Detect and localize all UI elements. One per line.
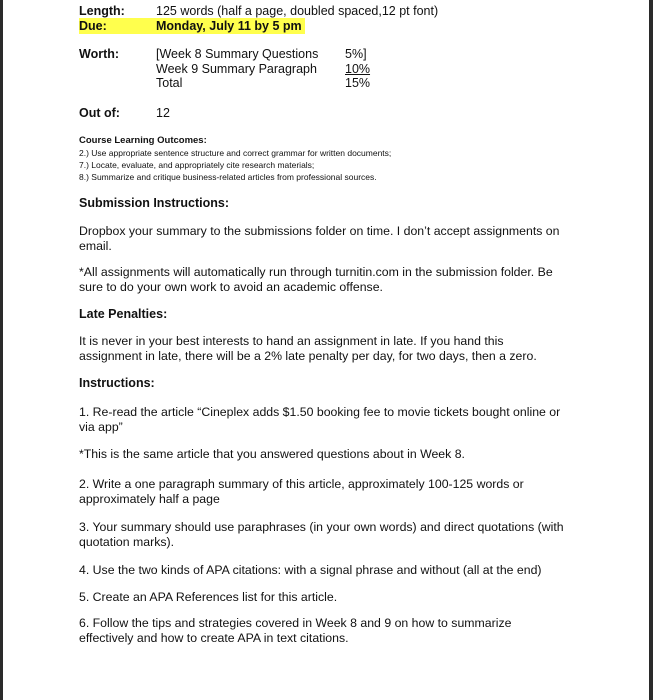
submission-notice: *All assignments will automatically run through turnitin.com in the submission folder. Be sure to do your own work to avoid an academic offense.: [79, 265, 553, 294]
instruction-item: 1. Re-read the article “Cineplex adds $1.50 booking fee to movie tickets bought online or via app”: [79, 405, 561, 434]
instruction-item: 6. Follow the tips and strategies covered in Week 8 and 9 on how to summarize effectively and how to create APA in text citations.: [79, 616, 512, 645]
length-label: Length:: [79, 4, 125, 18]
late-penalties-paragraph: It is never in your best interests to hand an assignment in late. If you hand this assignment in late, there will be a 2% late penalty per day, for two days, then a zero.: [79, 334, 537, 363]
left-edge-border: [0, 0, 3, 700]
instruction-item: 3. Your summary should use paraphrases (in your own words) and direct quotations (with quotation marks).: [79, 520, 564, 549]
course-learning-outcomes: [79, 135, 391, 183]
worth-item-percent: 15%: [345, 76, 371, 90]
submission-heading: Submission Instructions:: [79, 196, 230, 210]
worth-item-name: Total: [156, 76, 183, 90]
out-of-label: Out of:: [79, 106, 120, 120]
instruction-item: 4. Use the two kinds of APA citations: with a signal phrase and without (all at the end): [79, 563, 542, 577]
late-penalties-heading: Late Penalties:: [79, 307, 168, 321]
outcome-item: 8.) Summarize and critique business-related articles from professional sources.: [79, 172, 377, 182]
worth-item-percent: 5%]: [345, 47, 367, 61]
submission-paragraph: Dropbox your summary to the submissions folder on time. I don’t accept assignments on email.: [79, 224, 560, 253]
instruction-note: *This is the same article that you answered questions about in Week 8.: [79, 447, 465, 461]
outcomes-heading: Course Learning Outcomes:: [79, 135, 207, 146]
out-of-value: 12: [156, 106, 170, 120]
length-value: 125 words (half a page, doubled spaced,12 pt font): [156, 4, 439, 18]
outcome-item: 7.) Locate, evaluate, and appropriately cite research materials;: [79, 160, 315, 170]
instruction-item: 5. Create an APA References list for this article.: [79, 590, 338, 604]
worth-item-percent: 10%: [345, 62, 371, 76]
outcome-item: 2.) Use appropriate sentence structure and correct grammar for written documents;: [79, 148, 392, 158]
instructions-heading: Instructions:: [79, 376, 155, 390]
worth-item-name: [Week 8 Summary Questions: [156, 47, 319, 61]
due-value: Monday, July 11 by 5 pm: [156, 19, 302, 33]
worth-item-name: Week 9 Summary Paragraph: [156, 62, 317, 76]
instruction-item: 2. Write a one paragraph summary of this article, approximately 100-125 words or approximately half a page: [79, 477, 524, 506]
worth-label: Worth:: [79, 47, 120, 61]
right-edge-border: [649, 0, 653, 700]
due-label: Due:: [79, 19, 107, 33]
